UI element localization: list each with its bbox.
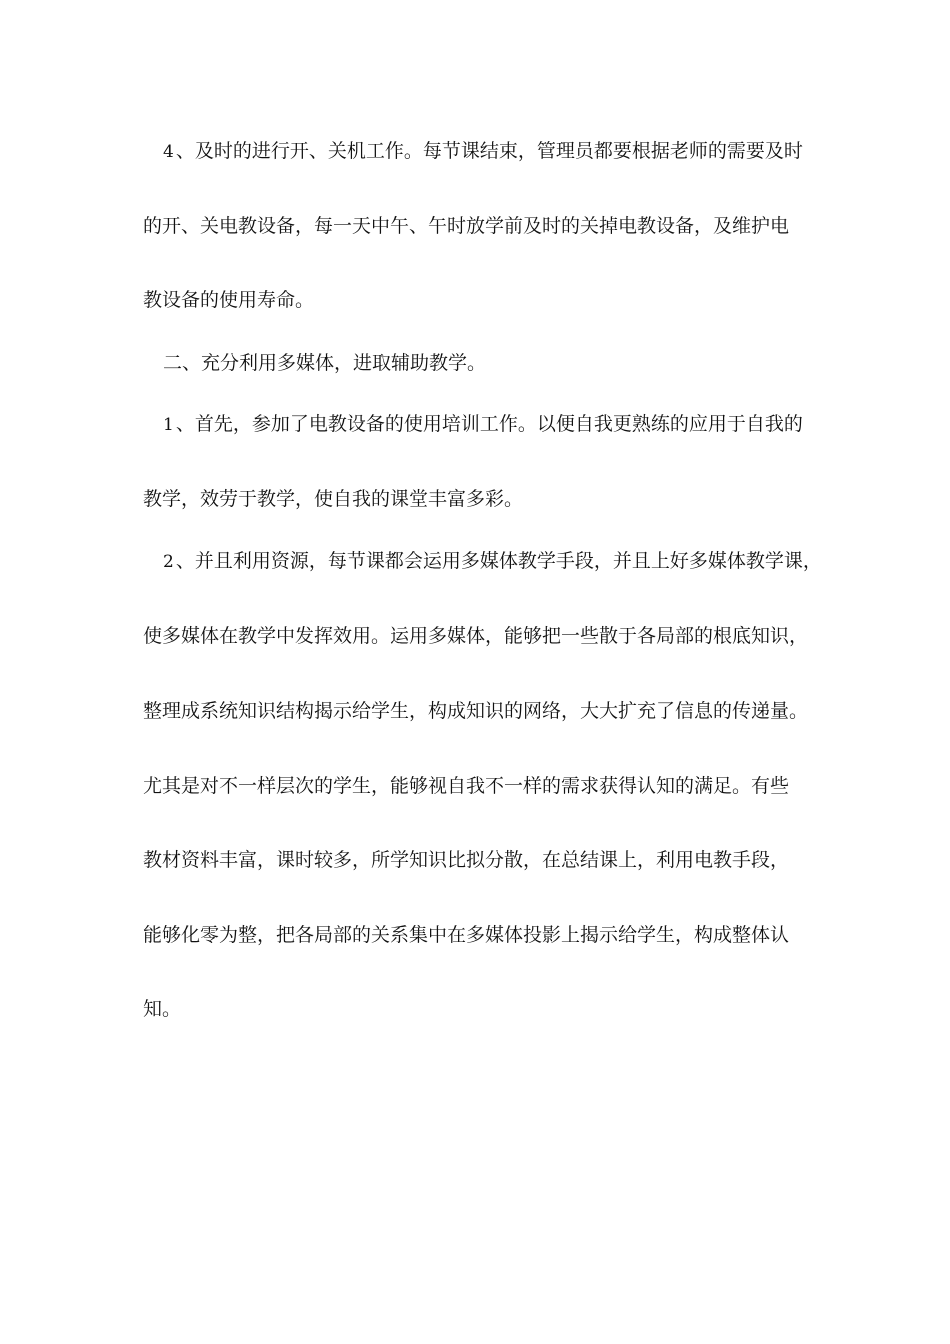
paragraph-4-line-3 bbox=[143, 287, 823, 313]
text-line: 、首先，参加了电教设备的使用培训工作。以便自我更熟练的应用于自我的 bbox=[175, 413, 803, 435]
paragraph-2-line-7 bbox=[143, 996, 823, 1022]
paragraph-4-line-1 bbox=[163, 138, 843, 165]
paragraph-1-line-1 bbox=[163, 411, 843, 438]
text-line: 尤其是对不一样层次的学生，能够视自我不一样的需求获得认知的满足。有些 bbox=[143, 775, 790, 797]
paragraph-2-line-6 bbox=[143, 922, 823, 948]
text-line: 、并且利用资源，每节课都会运用多媒体教学手段，并且上好多媒体教学课， bbox=[175, 550, 822, 572]
text-line: 使多媒体在教学中发挥效用。运用多媒体，能够把一些散于各局部的根底知识， bbox=[143, 625, 809, 647]
paragraph-1-line-2 bbox=[143, 486, 823, 512]
text-line: 的开、关电教设备，每一天中午、午时放学前及时的关掉电教设备，及维护电 bbox=[143, 215, 790, 237]
paragraph-2-line-3 bbox=[143, 698, 823, 724]
text-line: 教学，效劳于教学，使自我的课堂丰富多彩。 bbox=[143, 488, 524, 510]
text-line: 知。 bbox=[143, 998, 182, 1020]
text-line: 整理成系统知识结构揭示给学生，构成知识的网络，大大扩充了信息的传递量。 bbox=[143, 700, 809, 722]
paragraph-2-line-1 bbox=[163, 548, 843, 575]
paragraph-2-line-4 bbox=[143, 773, 823, 799]
paragraph-2-number: 2 bbox=[163, 552, 174, 572]
text-line: 、及时的进行开、关机工作。每节课结束，管理员都要根据老师的需要及时 bbox=[175, 140, 803, 162]
section-heading bbox=[163, 350, 843, 376]
text-line: 教材资料丰富，课时较多，所学知识比拟分散，在总结课上，利用电教手段， bbox=[143, 849, 790, 871]
paragraph-4-number: 4 bbox=[163, 142, 174, 162]
text-line: 二、充分利用多媒体，进取辅助教学。 bbox=[163, 352, 487, 374]
paragraph-2-line-2 bbox=[143, 623, 823, 649]
paragraph-4-line-2 bbox=[143, 213, 823, 239]
text-line: 能够化零为整，把各局部的关系集中在多媒体投影上揭示给学生，构成整体认 bbox=[143, 924, 790, 946]
text-line: 教设备的使用寿命。 bbox=[143, 289, 315, 311]
paragraph-2-line-5 bbox=[143, 847, 823, 873]
paragraph-1-number: 1 bbox=[163, 415, 174, 435]
